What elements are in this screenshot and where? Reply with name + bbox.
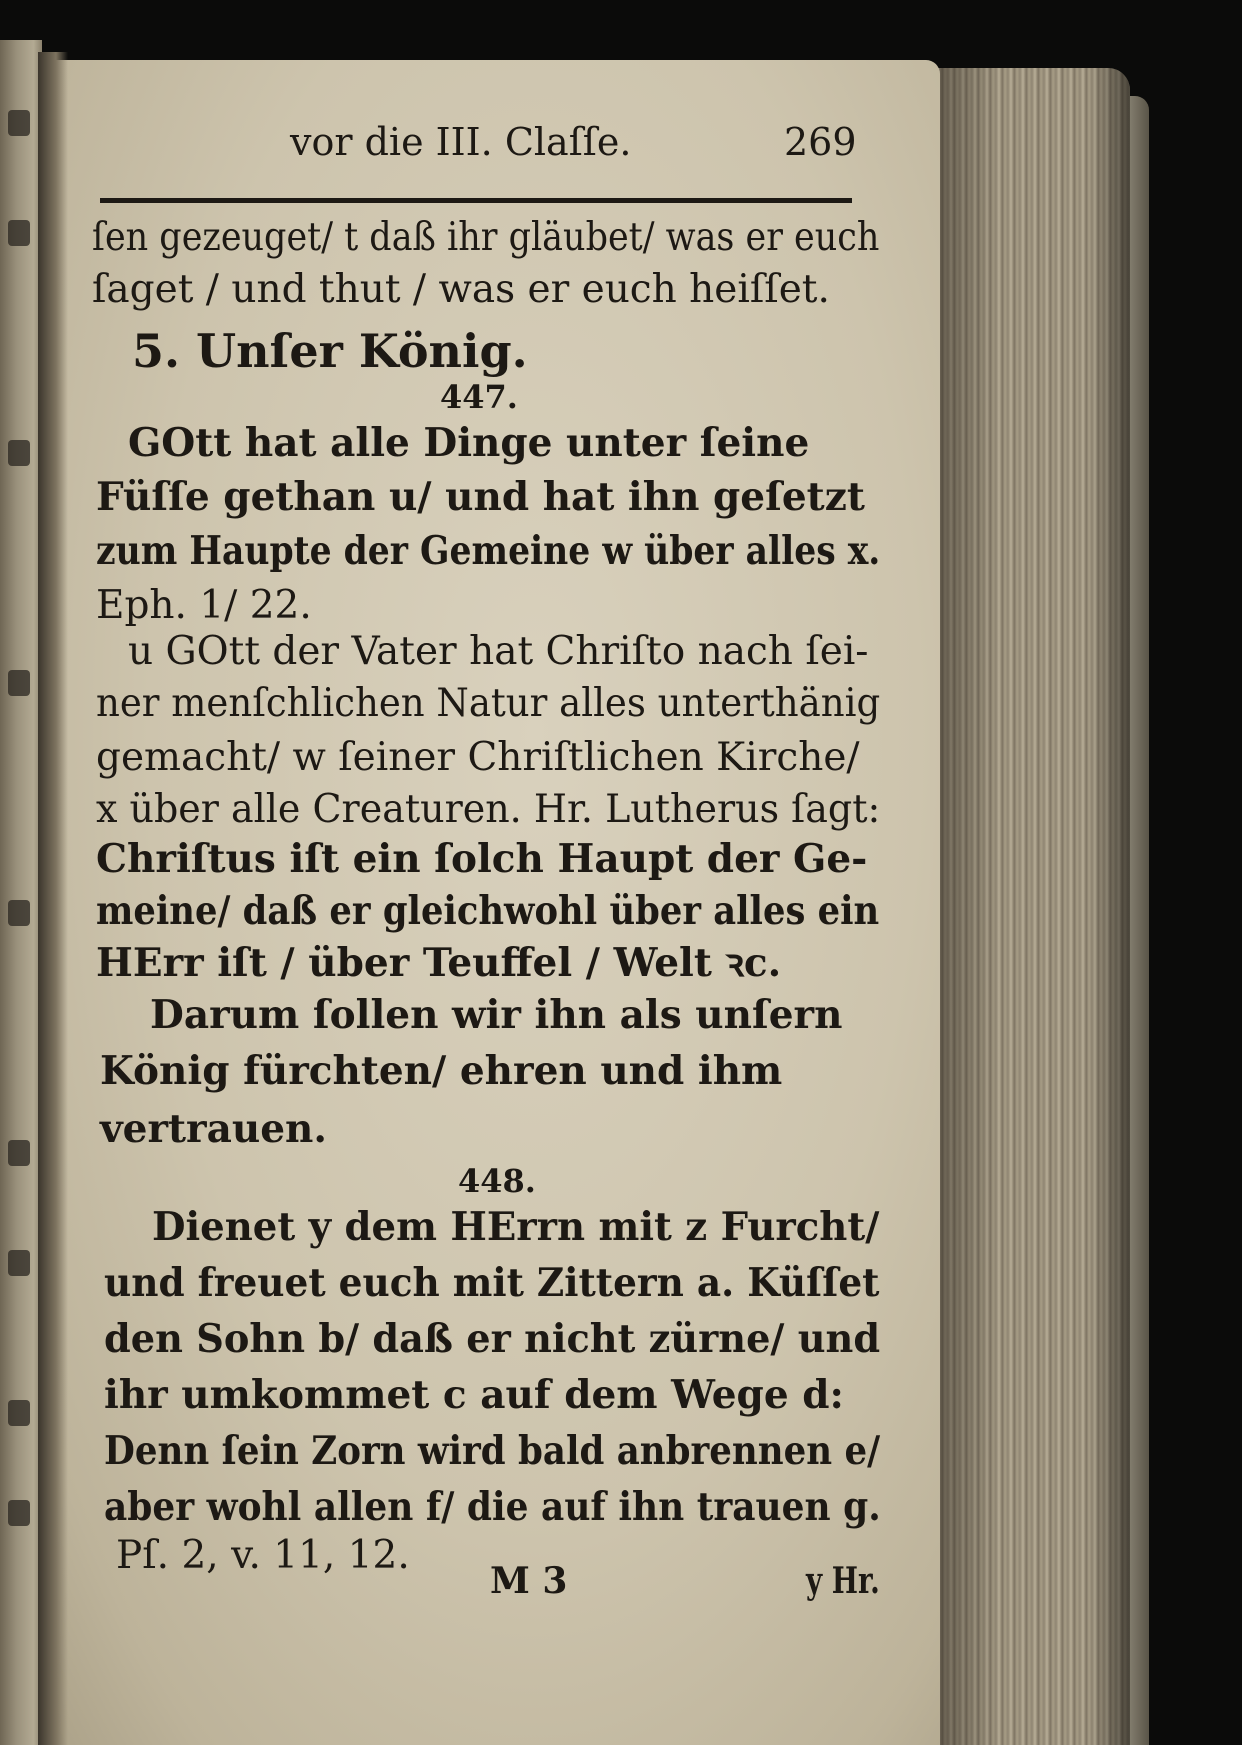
previous-page-edge (0, 40, 42, 1745)
note-line: meine/ daß er gleichwohl über alles ein (96, 888, 880, 934)
text-fragment (8, 440, 30, 466)
page-block-shade (930, 68, 1130, 1745)
previous-page-text-fragments (0, 110, 40, 1745)
entry-text-line: und freuet euch mit Zittern a. Küſſet (104, 1260, 880, 1306)
entry-text-line: den Sohn b/ daß er nicht zürne/ und (104, 1316, 881, 1362)
page-number: 269 (784, 120, 857, 164)
text-line: ſen gezeuget/ t daß ihr gläubet/ was er euch (92, 215, 880, 260)
text-line: ſaget / und thut / was er euch heiſſet. (92, 267, 830, 312)
conclusion-line: vertrauen. (100, 1106, 327, 1152)
entry-text-line: zum Haupte der Gemeine w über alles x. (96, 528, 881, 574)
entry-text-line: aber wohl allen f/ die auf ihn trauen g. (104, 1484, 881, 1530)
text-fragment (8, 1140, 30, 1166)
text-fragment (8, 900, 30, 926)
reference-line: Pſ. 2, v. 11, 12. (116, 1533, 410, 1578)
note-line: Chriſtus iſt ein ſolch Haupt der Ge- (96, 836, 868, 882)
entry-text-line: Dienet y dem HErrn mit z Furcht/ (152, 1204, 880, 1250)
entry-number: 448. (458, 1162, 536, 1200)
header-rule (100, 198, 852, 203)
conclusion-line: König fürchten/ ehren und ihm (100, 1048, 783, 1094)
text-fragment (8, 1250, 30, 1276)
section-heading: 5. Unſer König. (132, 324, 528, 378)
text-fragment (8, 670, 30, 696)
entry-text-line: GOtt hat alle Dinge unter ſeine (128, 420, 810, 466)
text-fragment (8, 1500, 30, 1526)
note-line: gemacht/ w ſeiner Chriſtlichen Kirche/ (96, 735, 860, 780)
entry-text-line: Füſſe gethan u/ und hat ihn geſetzt (96, 474, 865, 520)
text-fragment (8, 1400, 30, 1426)
conclusion-line: Darum ſollen wir ihn als unſern (150, 992, 843, 1038)
entry-text-line: Denn ſein Zorn wird bald anbrennen e/ (104, 1428, 881, 1474)
text-fragment (8, 110, 30, 136)
catchword: y Hr. (806, 1560, 880, 1602)
reference-line: Eph. 1/ 22. (96, 583, 312, 628)
text-fragment (8, 220, 30, 246)
entry-number: 447. (440, 378, 518, 416)
note-line: x über alle Creaturen. Hr. Lutherus ſagt: (96, 787, 881, 832)
signature-mark: M 3 (490, 1560, 568, 1602)
note-line: ner menſchlichen Natur alles unterthänig (96, 681, 881, 726)
running-head: vor die III. Claſſe. (290, 120, 632, 164)
note-line: u GOtt der Vater hat Chriſto nach ſei- (128, 629, 869, 674)
page-gutter-shadow (38, 52, 68, 1745)
note-line: HErr iſt / über Teuffel / Welt ꝛc. (96, 940, 782, 986)
entry-text-line: ihr umkommet c auf dem Wege d: (104, 1372, 844, 1418)
